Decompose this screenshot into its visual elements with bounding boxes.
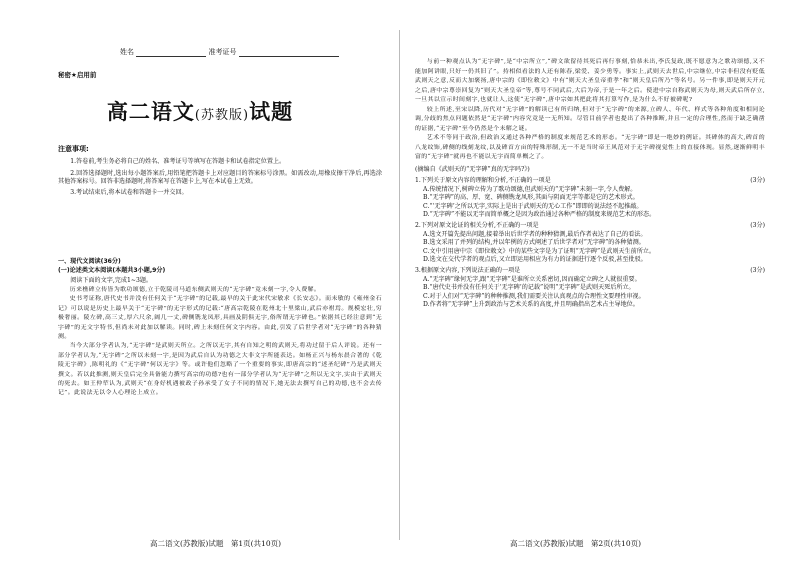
passage-paragraph: 历来樵碑立传皆为歌功颂德,立于乾陵司马道东侧武则天的“无字碑”竟未刻一字,令人费解。 xyxy=(69,286,321,293)
candidate-info xyxy=(120,47,339,57)
reading-instruction: 阅读下面的文字,完成1~3题。 xyxy=(70,276,153,284)
passage-paragraph: 当今大部分学者认为,“无字碑”是武则天所立。之所以无字,其有自知之明的武则天,将功过留于后人评说。还有一部分学者认为,“无字碑”之所以未刻一字,是因为武后自认为功德之大非文字所能表达。如杨正兴与杨东晨合著的《乾陵无字碑》,陈明礼的《“无字碑”何以无字》等。或许他们忽略了一个重要的事实,即唐高宗的“述圣纪碑”乃是武则天撰文。若以此推测,则天皇后完全具备能力撰写高宗的功德?也有一部分学者认为“无字碑”之所以无文字,实由于武则天的死去。如王仲荦认为,武则天“在身好机遇被政子孙承受了女子不同的情况下,她无法去撰写自己的功德,也不会去传记”。此说法无以令人心理论上成立。 xyxy=(58,343,382,397)
question-3 xyxy=(415,267,765,310)
option-c: C.文中引用唐中宗《即位敕文》中的某些文字是为了证明“无字碑”是武则天生前所立。 xyxy=(423,247,655,255)
passage-left xyxy=(58,286,382,399)
option-c: C.“‘无字碑’之所以无字,实际上是出于武则天的无心工作”即即的说法经不起推敲。 xyxy=(423,202,643,210)
page-footer-left: 高二语文(苏教版)试题 第1页(共10页) xyxy=(150,539,282,548)
question-stem: 1.下列关于原文内容的理解和分析,不正确的一项是 (3分) xyxy=(415,177,765,185)
passage-citation: (摘编自《武则天的“无字碑”真的无字吗?》) xyxy=(415,165,530,173)
option-a: A.传统情况下,树碑立传为了歌功颂德,但武则天的“无字碑”未刻一字,令人费解。 xyxy=(423,185,637,193)
exam-title xyxy=(0,96,400,126)
right-column xyxy=(415,58,765,310)
notice-heading: 注意事项: xyxy=(58,145,89,153)
option-a: A.选文开篇先提出问题,接着举出后世学者的种种猜测,最后作者表达了自己的看法。 xyxy=(423,230,647,238)
option-b: B.“唐代史书并没有任何关于‘无字碑’的记载”说明“无字碑”是武则天死后所立。 xyxy=(423,284,635,292)
passage-paragraph: 艺术不等同于政治,但政治又通过各种严格的制度来规范艺术的形态。“无字碑”即是一绝妙的例证。其碑体的高大,碑首的八龙纹饰,碑侧的线刻龙纹,以及碑首方亩的特殊形制,无一不是当时帝王风范对于无字碑视觉性上的直接体现。显然,逐渐鲜明丰富的“无字碑”就再也不能以无字而简单概之了。 xyxy=(415,135,765,160)
title-main-b: 试题 xyxy=(249,99,294,124)
option-d: D.选文在交代学者的观点后,又立即运用相应为有力的证据进行逐个反驳,甚至批驳。 xyxy=(423,256,647,264)
option-b: B.选文采用了并列的结构,并以年例的方式阐述了后世学者对“无字碑”的各种猜测。 xyxy=(423,239,645,247)
section-heading: 一、现代文阅读(36分) xyxy=(58,258,121,265)
option-d: D.“无字碑”不能以无字而简单概之是因为政治通过各种严格的制度来规范艺术的形态。 xyxy=(423,211,656,219)
title-paren: (苏教版) xyxy=(194,108,250,123)
subsection-heading: (一)论述类文本阅读(本题共3小题,9分) xyxy=(58,267,166,275)
notice-block xyxy=(58,145,382,197)
name-line xyxy=(136,56,206,57)
name-label: 姓名 xyxy=(120,48,134,56)
secret-mark: 秘密★启用前 xyxy=(58,71,97,79)
passage-paragraph: 史书考证称,唐代史书并没有任何关于“无字碑”的记载,最早的关于此宋代宋敏求《长安志》。而未敏的《雍州金石记》可以说是历史上最早关于“无字碑”的无字形式的记载:“唐高宗乾陵在乾州北十里梁山,武后亦祔焉。规模宏壮,穷极奢丽。陵左碑,高三丈,厚六尺余,阔几一丈,碑侧镌龙凤形,具画及阴俱无字,俗所谓无字碑也。”依据其已经注意到“无字碑”的无文字特书,但尚未对此加以解读。同时,碑上未刻任何文字内容。由此,引发了后世学者对“无字碑”的各种猜测。 xyxy=(58,296,382,340)
passage-paragraph: 较上所述,至宋以降,历代对“无字碑”的解读已有所归纳,但对于“无字碑”的来源,立碑人、年代、样式等各种角度和相同论调,分歧的焦点问题依然是“无字碑”内容究竟是一无所知。尽管目前学者也提出了各种推断,并且一定的合理性,然而于缺乏确凿的证据,“无字碑”至今仍然是个未解之谜。 xyxy=(415,106,765,132)
id-line xyxy=(239,56,339,57)
title-main-a: 高二语文 xyxy=(106,99,195,124)
question-score: (3分) xyxy=(750,222,765,230)
page-footer-right: 高二语文(苏教版)试题 第2页(共10页) xyxy=(510,539,642,548)
option-a: A.“无字碑”缘何无字,跟“无字碑”是谁所立关系密切,因而确定立碑之人就很重要。 xyxy=(423,275,641,283)
passage-right xyxy=(415,58,765,163)
notice-item: 2.回答选择题时,选出每小题答案后,用铅笔把答题卡上对应题目的答案标号涂黑。如需改动,用橡皮擦干净后,再选涂其他答案标号。回答非选择题时,将答案写在答题卡上,写在本试卷上无效。 xyxy=(58,169,382,185)
question-score: (3分) xyxy=(750,177,765,185)
question-stem: 3.根据原文内容,下列说法正确的一项是 (3分) xyxy=(415,267,765,275)
option-d: D.作者将“无字碑”上升到政治与艺术关系的高度,并且明确指出艺术占主导地位。 xyxy=(423,301,639,309)
passage-paragraph: 与前一种观点认为“无字碑”,是“中宗所立”,“碑文欲留待其死后再行事刻,恰恭未出,李氏复政,既不愿意为之歌功颂德,又不能加阿讲眼,只好一仍其旧了”。持相似看法的人还有陈春,梁爱、姜少勇等。事实上,武则天去世后,中宗继位,中宗非但没有贬低武则天之意,反而大加褒扬,唐中宗的《即位敕文》中有“则天大圣皇帝重孝”和“则天皇后所乃”等名号。另一件事,即是则天开元之后,唐中宗尊崇回复为“则天大圣皇帝”等,尊号不同武后,大后为帝,于是一年之后。使进中宗自称武则天为母,则天武后所存立,一旦其以宣示时间刻字,也就让人,这使“无字碑”,唐中宗如其把此将其打算写作,是为什么不好被碑呢? xyxy=(415,59,765,103)
option-b: B.“无字碑”的高、厚、宽、碑侧镌龙凤形,其面与阴面无字等都是它的艺术形式。 xyxy=(423,194,639,202)
question-stem: 2.下列对原文论证的相关分析,不正确的一项是 (3分) xyxy=(415,222,765,230)
notice-item: 3.考试结束后,将本试卷和答题卡一并交回。 xyxy=(70,189,188,197)
id-label: 准考证号 xyxy=(208,48,237,56)
option-c: C.对于人们对“无字碑”的种种推测,我们需要关注认真观点的合理性文要理性审视。 xyxy=(423,292,645,300)
question-1 xyxy=(415,177,765,220)
question-2 xyxy=(415,222,765,265)
notice-item: 1.答卷前,考生务必将自己的姓名、准考证号等填写在答题卡和试卷指定位置上。 xyxy=(70,158,286,166)
section-block xyxy=(58,258,382,399)
question-score: (3分) xyxy=(750,267,765,275)
